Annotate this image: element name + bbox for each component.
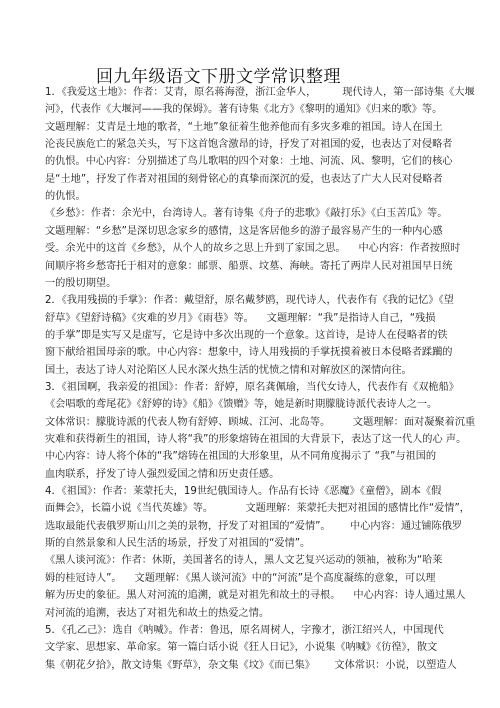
text-line: 舒草》《望舒诗稿》《灾难的岁月》《雨巷》等。 文题理解：“我”是指诗人自己，“残损 [45, 312, 436, 324]
text-line: 受。余光中的这首《乡愁》，从个人的故乡之思上升到了家国之思。 中心内容：作者按照时 [45, 243, 461, 255]
text-line: 1．《我爱这土地》：作者：艾青，原名蒋海澄，浙江金华人， 现代诗人，第一部诗集《大堰 [45, 87, 475, 98]
text-line: 文题理解：“乡愁”是深切思念家乡的感情，这是客居他乡的游子最容易产生的一种内心感 [45, 225, 443, 237]
text-line: 河》，代表作《大堰河——我的保姆》。著有诗集《北方》《黎明的通知》《归来的歌》等。 [45, 104, 443, 116]
text-line: 的仇恨。 [45, 191, 86, 203]
text-line: 对河流的追溯，表达了对祖先和故土的热爱之情。 [45, 607, 270, 619]
text-line: 3．《祖国啊，我亲爱的祖国》：作者：舒婷，原名龚佩瑜，当代女诗人，代表作有《双桅船》 [45, 381, 459, 393]
text-line: 一的殷切期望。 [45, 277, 117, 289]
text-line: 5．《孔乙己》：选自《呐喊》。作者：鲁迅，原名周树人，字豫才，浙江绍兴人，中国现代 [45, 624, 444, 636]
text-line: 窗下献给祖国母亲的歌。中心内容：想象中，诗人用残损的手掌抚摸着被日本侵略者蹂躏的 [45, 347, 453, 359]
page-title: 回九年级语文下册文学常识整理 [96, 67, 341, 87]
text-line: 《乡愁》：作者：余光中，台湾诗人。著有诗集《舟子的悲歌》《敲打乐》《白玉苦瓜》等。 [45, 208, 448, 220]
text-line: 文学家、思想家、革命家。第一篇白话小说《狂人日记》，小说集《呐喊》《彷徨》，散文 [45, 642, 438, 654]
text-line: 解为历史的象征。黑人对河流的追溯，就是对祖先和故土的寻根。 中心内容：诗人通过黑人 [45, 590, 466, 602]
text-line: 《黑人谈河流》：作者：休斯，美国著名的诗人，黑人文艺复兴运动的领袖，被称为“哈莱 [45, 555, 443, 567]
text-line: 中心内容：诗人将个体的“我”熔铸在祖国的大形象里，从不同角度揭示了 “我”与祖国的 [45, 451, 437, 463]
text-line: 斯的自然景象和人民生活的场景，抒发了对祖国的“爱情”。 [45, 538, 311, 550]
text-line: 血肉联系，抒发了诗人强烈爱国之情和历史责任感。 [45, 468, 280, 480]
text-line: 文体常识：朦胧诗派的代表人物有舒婷、顾城、江河、北岛等。 文题理解：面对凝聚着沉重 [45, 416, 476, 428]
text-line: 沦丧民族危亡的紧急关头，写下这首饱含激昂的诗，抒发了对祖国的爱，也表达了对侵略者 [45, 139, 453, 151]
text-line: 的手掌”即是实写又是虚写，它是诗中多次出现的一个意象。这首诗，是诗人在侵略者的铁 [45, 329, 448, 341]
text-line: 姆的桂冠诗人”。 文题理解：《黑人谈河流》中的“河流”是个高度凝练的意象，可以理 [45, 572, 436, 584]
text-line: 面舞会》，长篇小说《当代英雄》等。 文题理解：莱蒙托夫把对祖国的感情比作“爱情”， [45, 503, 470, 515]
text-line: 间顺序将乡愁寄托于相对的意象：邮票、船票、坟墓、海峡。寄托了两岸人民对祖国早日统 [45, 260, 453, 272]
text-line: 文题理解：艾青是土地的歌者，“土地”象征着生他养他而有多灾多难的祖国。诗人在国土 [45, 121, 443, 133]
text-line: 2．《我用残损的手掌》：作者：戴望舒，原名戴梦鸥，现代诗人，代表作有《我的记忆》《望 [45, 295, 454, 307]
text-line: 选取最能代表俄罗斯山川之美的景物，抒发了对祖国的“爱情”。 中心内容：通过铺陈俄罗 [45, 520, 463, 532]
text-line: 集《朝花夕拾》，散文诗集《野草》，杂文集《坟》《而已集》 文体常识：小说，以塑造人 [45, 659, 457, 671]
text-line: 灾难和获得新生的祖国，诗人将“我”的形象熔铸在祖国的大背景下，表达了这一代人的心 声。 [45, 434, 467, 445]
text-line: 《会唱歌的鸢尾花》《舒婷的诗》《船》《馈赠》等，她是新时期朦胧诗派代表诗人之一。 [45, 399, 438, 411]
text-line: 国土，表达了诗人对沦陷区人民水深火热生活的忧愤之情和对解放区的深情向往。 [45, 364, 412, 376]
text-line: 的仇恨。中心内容：分别描述了鸟儿歌唱的四个对象：土地、河流、风、黎明，它们的核心 [45, 156, 453, 168]
text-line: 是“土地”，抒发了作者对祖国的刻骨铭心的真挚而深沉的爱，也表达了广大人民对侵略者 [45, 173, 443, 185]
text-line: 4．《祖国》：作者：莱蒙托夫，19世纪俄国诗人。作品有长诗《恶魔》《童僧》，剧本《假 [45, 486, 442, 498]
